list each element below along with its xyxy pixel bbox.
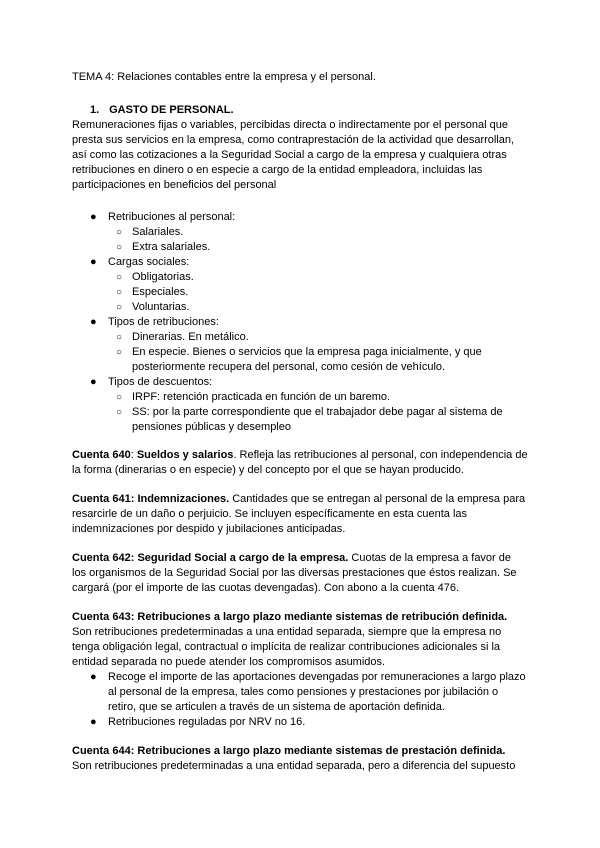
bullet-list	[72, 210, 528, 435]
list-item	[72, 255, 528, 315]
list-item-label: Tipos de retribuciones:	[108, 316, 219, 328]
sub-list-item	[108, 345, 528, 375]
sub-list	[108, 225, 528, 255]
list-item-label: Cargas sociales:	[108, 256, 190, 268]
account-642-separator: :	[130, 552, 138, 564]
account-640-code: Cuenta 640	[72, 449, 131, 461]
list-item	[72, 315, 528, 375]
account-640-paragraph	[72, 448, 528, 478]
circle-bullet-icon: ○	[116, 407, 123, 418]
account-644-heading: Cuenta 644: Retribuciones a largo plazo mediante sistemas de prestación definida.	[72, 745, 506, 757]
sub-list	[108, 330, 528, 375]
bullet-icon: ●	[90, 716, 97, 728]
account-642-code: Cuenta 642	[72, 552, 131, 564]
circle-bullet-icon: ○	[116, 302, 123, 313]
circle-bullet-icon: ○	[116, 332, 123, 343]
sub-list-item-text: Voluntarias.	[132, 301, 190, 313]
account-643-text: Son retribuciones predeterminadas a una entidad separada, siempre que la empresa no tenga obligación legal, contractual o implícita de realizar contribuciones adicionales si la entidad separada no puede atender los compromisos asumidos.	[72, 626, 502, 668]
account-641-code: Cuenta 641	[72, 493, 131, 505]
list-item	[72, 670, 528, 715]
circle-bullet-icon: ○	[116, 287, 123, 298]
sub-list-item	[108, 285, 528, 300]
sub-list-item	[108, 390, 528, 405]
sub-list-item-text: Extra salariales.	[132, 241, 211, 253]
sub-list-item-text: Salariales.	[132, 226, 184, 238]
list-item-text: Retribuciones reguladas por NRV no 16.	[108, 716, 306, 728]
circle-bullet-icon: ○	[116, 272, 123, 283]
section-heading	[72, 103, 528, 118]
sub-list-item-text: Dinerarias. En metálico.	[132, 331, 249, 343]
account-642-paragraph	[72, 551, 528, 596]
account-643-block	[72, 610, 528, 730]
sub-list-item-text: SS: por la parte correspondiente que el trabajador debe pagar al sistema de pensiones públicas y desempleo	[132, 406, 503, 433]
circle-bullet-icon: ○	[116, 392, 123, 403]
circle-bullet-icon: ○	[116, 242, 123, 253]
sub-list-item	[108, 270, 528, 285]
account-641-name: Indemnizaciones.	[137, 493, 230, 505]
bullet-icon: ●	[90, 376, 97, 388]
account-644-block	[72, 744, 528, 774]
sub-list	[108, 390, 528, 435]
sub-list-item	[108, 225, 528, 240]
list-item-label: Tipos de descuentos:	[108, 376, 213, 388]
section-paragraph: Remuneraciones fijas o variables, percibidas directa o indirectamente por el personal que presta sus servicios en la empresa, como contraprestación de la actividad que desarrollan, así como las cotizaciones a la Seguridad Social a cargo de la empresa y cualquiera otras retribuciones en dinero o en especie a cargo de la entidad empleadora, incluidas las participaciones en beneficios del personal	[72, 119, 515, 191]
bullet-icon: ●	[90, 211, 97, 223]
account-642-name: Seguridad Social a cargo de la empresa.	[137, 552, 349, 564]
page-title: TEMA 4: Relaciones contables entre la empresa y el personal.	[72, 71, 376, 83]
account-641-text: Cantidades que se entregan al personal de la empresa para resarcirle de un daño o perjuicio. Se incluyen específicamente en esta cuenta las indemnizaciones por despido y jubilaciones anticipadas.	[72, 493, 526, 535]
section-number: 1.	[90, 104, 100, 116]
account-641-paragraph	[72, 492, 528, 537]
account-643-bullets	[72, 670, 528, 730]
bullet-icon: ●	[90, 256, 97, 268]
account-643-heading: Cuenta 643: Retribuciones a largo plazo mediante sistemas de retribución definida.	[72, 611, 508, 623]
bullet-icon: ●	[90, 671, 97, 683]
list-item	[72, 210, 528, 255]
sub-list-item	[108, 405, 528, 435]
account-644-text: Son retribuciones predeterminadas a una entidad separada, pero a diferencia del supuesto	[72, 760, 516, 772]
list-item-text: Recoge el importe de las aportaciones devengadas por remuneraciones a largo plazo al personal de la empresa, tales como pensiones y prestaciones por jubilación o retiro, que se articulen a través de un sistema de aportación definida.	[108, 671, 526, 713]
bullet-icon: ●	[90, 316, 97, 328]
sub-list-item	[108, 330, 528, 345]
sub-list-item-text: En especie. Bienes o servicios que la empresa paga inicialmente, y que posteriormente recupera del personal, como cesión de vehículo.	[132, 346, 482, 373]
sub-list-item-text: IRPF: retención practicada en función de un baremo.	[132, 391, 391, 403]
sub-list-item	[108, 300, 528, 315]
sub-list-item	[108, 240, 528, 255]
account-641-separator: :	[130, 493, 138, 505]
circle-bullet-icon: ○	[116, 347, 123, 358]
account-640-name: Sueldos y salarios	[136, 449, 234, 461]
account-642-text: Cuotas de la empresa a favor de los organismos de la Seguridad Social por las diversas prestaciones que éstos realizan. Se cargará (por el importe de las cuotas devengadas). Con abono a la cuenta 476.	[72, 552, 517, 594]
sub-list-item-text: Especiales.	[132, 286, 189, 298]
list-item-label: Retribuciones al personal:	[108, 211, 236, 223]
account-640-text: . Refleja las retribuciones al personal, con independencia de la forma (dinerarias o en especie) y del concepto por el que se hayan producido.	[72, 449, 528, 476]
sub-list-item-text: Obligatorias.	[132, 271, 194, 283]
list-item	[72, 715, 528, 730]
sub-list	[108, 270, 528, 315]
account-640-separator: :	[130, 449, 137, 461]
list-item	[72, 375, 528, 435]
circle-bullet-icon: ○	[116, 227, 123, 238]
section-heading-text: GASTO DE PERSONAL.	[109, 104, 234, 116]
